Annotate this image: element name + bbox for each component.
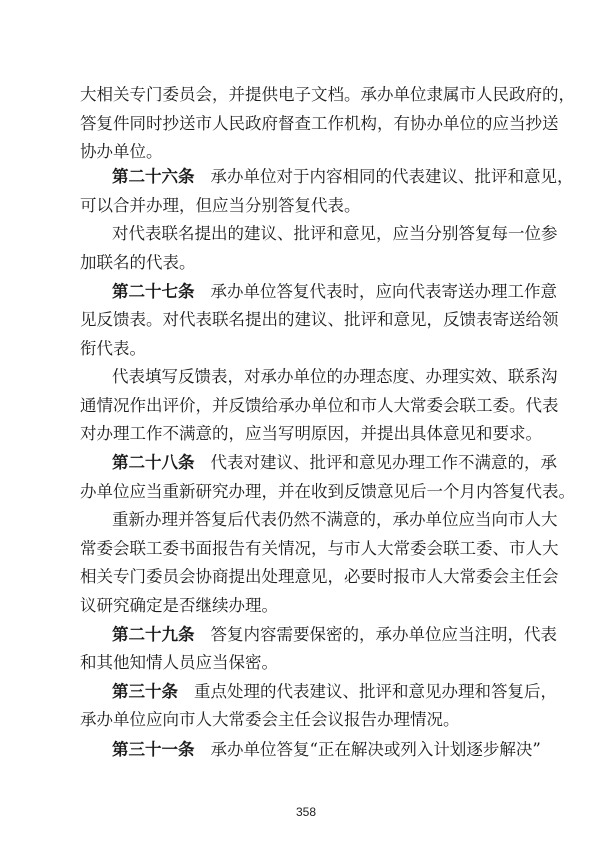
article-first-line [0, 624, 612, 646]
text-span: 重点处理的代表建议、批评和意见办理和答复后， [194, 682, 557, 701]
text-line: 常委会联工委书面报告有关情况，与市人大常委会联工委、市人大 [80, 539, 559, 558]
text-span: 承办单位答复代表时，应向代表寄送办理工作意 [210, 282, 557, 301]
text-line: 代表填写反馈表，对承办单位的办理态度、办理实效、联系沟 [112, 367, 558, 386]
article-first-line [0, 166, 612, 188]
page-number: 358 [295, 805, 317, 819]
text-line: 加联名的代表。 [80, 253, 196, 272]
article-number: 第三十一条 [112, 740, 195, 759]
text-line: 协办单位。 [80, 142, 163, 161]
text-line: 重新办理并答复后代表仍然不满意的，承办单位应当向市人大 [112, 510, 558, 529]
text-line: 和其他知情人员应当保密。 [80, 653, 278, 672]
text-span: 承办单位答复“正在解决或列入计划逐步解决” [210, 740, 541, 759]
text-line: 见反馈表。对代表联名提出的建议、批评和意见，反馈表寄送给领 [80, 310, 559, 329]
article-number: 第二十七条 [112, 282, 195, 301]
text-line: 承办单位应向市人大常委会主任会议报告办理情况。 [80, 710, 460, 729]
article-first-line [0, 681, 612, 703]
article-number: 第三十条 [112, 682, 178, 701]
article-first-line [0, 281, 612, 303]
text-line: 议研究确定是否继续办理。 [80, 596, 278, 615]
article-number: 第二十六条 [112, 167, 195, 186]
text-line: 对代表联名提出的建议、批评和意见，应当分别答复每一位参 [112, 224, 558, 243]
article-number: 第二十九条 [112, 625, 195, 644]
article-first-line [0, 739, 612, 761]
text-span: 代表对建议、批评和意见办理工作不满意的，承 [210, 453, 557, 472]
text-line: 可以合并办理，但应当分别答复代表。 [80, 196, 361, 215]
text-line: 大相关专门委员会，并提供电子文档。承办单位隶属市人民政府的， [80, 85, 575, 104]
text-line: 相关专门委员会协商提出处理意见，必要时报市人大常委会主任会 [80, 567, 559, 586]
text-span: 承办单位对于内容相同的代表建议、批评和意见， [210, 167, 574, 186]
text-line: 通情况作出评价，并反馈给承办单位和市人大常委会联工委。代表 [80, 396, 559, 415]
text-span: 答复内容需要保密的，承办单位应当注明，代表 [210, 625, 557, 644]
article-first-line [0, 452, 612, 474]
text-line: 衔代表。 [80, 339, 146, 358]
text-line: 答复件同时抄送市人民政府督查工作机构，有协办单位的应当抄送 [80, 114, 559, 133]
text-line: 办单位应当重新研究办理，并在收到反馈意见后一个月内答复代表。 [80, 482, 575, 501]
text-line: 对办理工作不满意的，应当写明原因，并提出具体意见和要求。 [80, 424, 542, 443]
article-number: 第二十八条 [112, 453, 195, 472]
